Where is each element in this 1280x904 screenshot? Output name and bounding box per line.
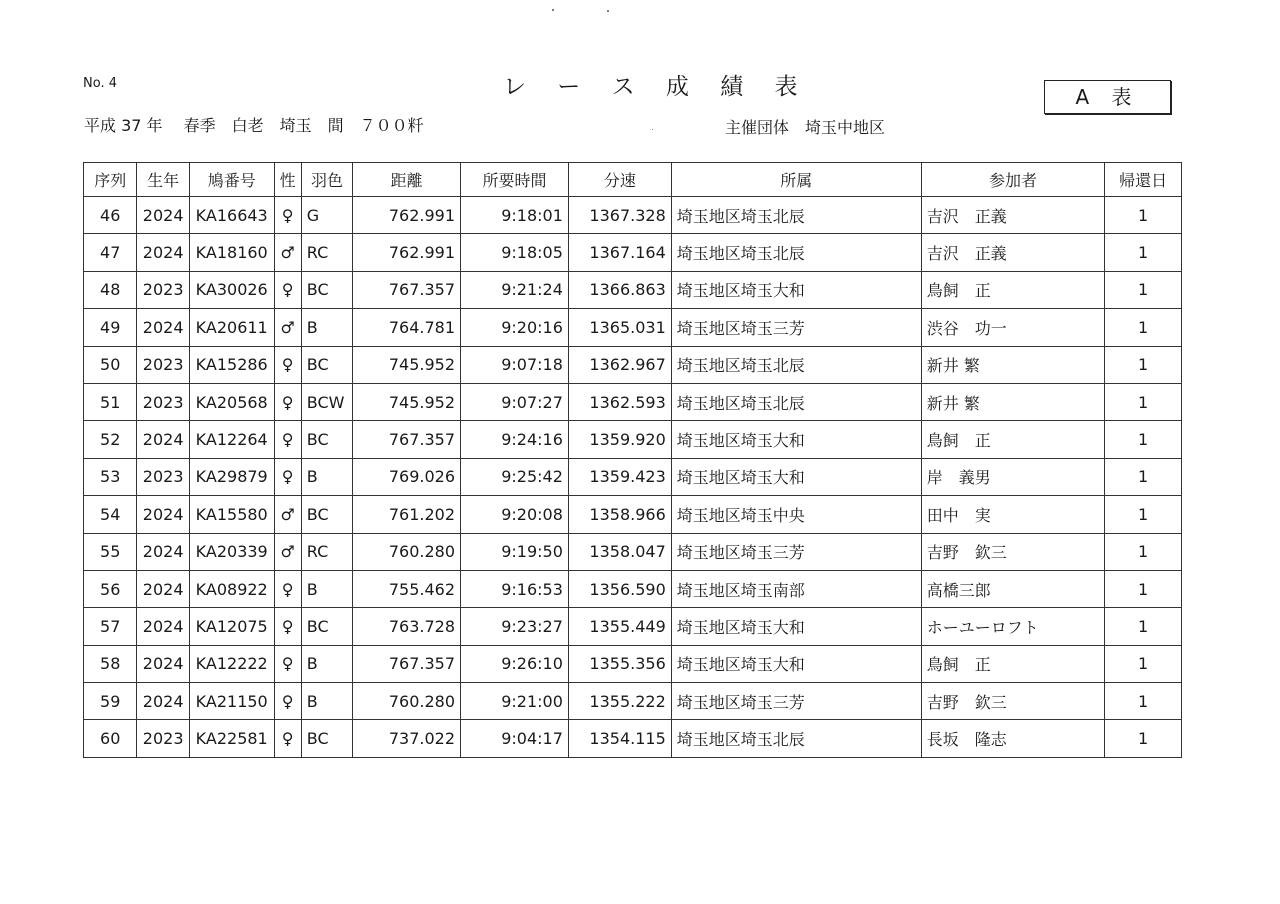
cell-flight-time: 9:25:42 — [461, 458, 569, 495]
scan-speck — [552, 9, 554, 11]
cell-flight-time: 9:18:01 — [461, 197, 569, 234]
cell-speed: 1365.031 — [568, 309, 671, 346]
cell-sex: ♀ — [274, 271, 301, 308]
cell-distance: 767.357 — [353, 645, 461, 682]
cell-participant: 鳥飼 正 — [921, 645, 1105, 682]
table-type-label: A 表 — [1044, 80, 1171, 114]
cell-sex: ♀ — [274, 608, 301, 645]
cell-distance: 764.781 — [353, 309, 461, 346]
result-rows — [84, 197, 1182, 758]
cell-speed: 1367.164 — [568, 234, 671, 271]
cell-club: 埼玉地区埼玉北辰 — [671, 720, 921, 757]
column-header: 羽色 — [301, 163, 352, 197]
cell-feather-color: B — [301, 458, 352, 495]
cell-birth-year: 2024 — [137, 234, 189, 271]
cell-return-day: 1 — [1105, 271, 1182, 308]
cell-club: 埼玉地区埼玉南部 — [671, 570, 921, 607]
cell-participant: 岸 義男 — [921, 458, 1105, 495]
cell-return-day: 1 — [1105, 570, 1182, 607]
cell-rank: 48 — [84, 271, 137, 308]
race-info: 平成 37 年 春季 白老 埼玉 間 ７００粁 — [84, 116, 424, 135]
cell-flight-time: 9:16:53 — [461, 570, 569, 607]
cell-rank: 50 — [84, 346, 137, 383]
cell-birth-year: 2024 — [137, 421, 189, 458]
cell-distance: 745.952 — [353, 383, 461, 420]
column-header: 所属 — [671, 163, 921, 197]
cell-birth-year: 2024 — [137, 309, 189, 346]
cell-participant: 長坂 隆志 — [921, 720, 1105, 757]
cell-feather-color: B — [301, 309, 352, 346]
cell-distance: 760.280 — [353, 533, 461, 570]
cell-rank: 51 — [84, 383, 137, 420]
cell-return-day: 1 — [1105, 608, 1182, 645]
cell-club: 埼玉地区埼玉中央 — [671, 496, 921, 533]
table-row — [84, 683, 1182, 720]
cell-rank: 53 — [84, 458, 137, 495]
cell-ring-number: KA08922 — [189, 570, 274, 607]
cell-speed: 1355.356 — [568, 645, 671, 682]
cell-return-day: 1 — [1105, 234, 1182, 271]
document-title: レ ー ス 成 績 表 — [503, 74, 810, 100]
cell-distance: 762.991 — [353, 234, 461, 271]
cell-birth-year: 2024 — [137, 570, 189, 607]
cell-birth-year: 2023 — [137, 271, 189, 308]
column-header: 距離 — [353, 163, 461, 197]
cell-sex: ♀ — [274, 458, 301, 495]
cell-return-day: 1 — [1105, 458, 1182, 495]
cell-return-day: 1 — [1105, 421, 1182, 458]
cell-club: 埼玉地区埼玉北辰 — [671, 383, 921, 420]
cell-sex: ♂ — [274, 234, 301, 271]
cell-club: 埼玉地区埼玉三芳 — [671, 683, 921, 720]
cell-birth-year: 2023 — [137, 458, 189, 495]
cell-distance: 755.462 — [353, 570, 461, 607]
cell-distance: 767.357 — [353, 421, 461, 458]
cell-sex: ♂ — [274, 533, 301, 570]
table-row — [84, 346, 1182, 383]
cell-club: 埼玉地区埼玉三芳 — [671, 309, 921, 346]
cell-return-day: 1 — [1105, 197, 1182, 234]
cell-return-day: 1 — [1105, 533, 1182, 570]
cell-distance: 745.952 — [353, 346, 461, 383]
cell-birth-year: 2024 — [137, 683, 189, 720]
column-header: 分速 — [568, 163, 671, 197]
cell-ring-number: KA12075 — [189, 608, 274, 645]
cell-rank: 47 — [84, 234, 137, 271]
cell-feather-color: BC — [301, 720, 352, 757]
cell-sex: ♀ — [274, 421, 301, 458]
cell-sex: ♀ — [274, 383, 301, 420]
cell-participant: ホーユーロフト — [921, 608, 1105, 645]
cell-birth-year: 2023 — [137, 383, 189, 420]
cell-distance: 762.991 — [353, 197, 461, 234]
cell-feather-color: G — [301, 197, 352, 234]
cell-distance: 737.022 — [353, 720, 461, 757]
cell-flight-time: 9:04:17 — [461, 720, 569, 757]
cell-sex: ♀ — [274, 683, 301, 720]
cell-feather-color: BC — [301, 496, 352, 533]
cell-ring-number: KA22581 — [189, 720, 274, 757]
table-row — [84, 496, 1182, 533]
cell-ring-number: KA30026 — [189, 271, 274, 308]
cell-flight-time: 9:23:27 — [461, 608, 569, 645]
cell-flight-time: 9:20:08 — [461, 496, 569, 533]
cell-birth-year: 2023 — [137, 720, 189, 757]
cell-feather-color: RC — [301, 533, 352, 570]
cell-speed: 1366.863 — [568, 271, 671, 308]
cell-birth-year: 2024 — [137, 645, 189, 682]
column-header: 参加者 — [921, 163, 1105, 197]
cell-speed: 1355.449 — [568, 608, 671, 645]
cell-feather-color: B — [301, 570, 352, 607]
cell-flight-time: 9:21:00 — [461, 683, 569, 720]
cell-club: 埼玉地区埼玉北辰 — [671, 197, 921, 234]
cell-participant: 新井 繁 — [921, 383, 1105, 420]
scan-speck — [607, 10, 609, 12]
cell-flight-time: 9:19:50 — [461, 533, 569, 570]
cell-rank: 59 — [84, 683, 137, 720]
cell-feather-color: B — [301, 683, 352, 720]
cell-ring-number: KA20339 — [189, 533, 274, 570]
cell-birth-year: 2023 — [137, 346, 189, 383]
table-row — [84, 234, 1182, 271]
cell-return-day: 1 — [1105, 720, 1182, 757]
cell-speed: 1359.423 — [568, 458, 671, 495]
cell-birth-year: 2024 — [137, 533, 189, 570]
cell-rank: 57 — [84, 608, 137, 645]
scan-speck — [652, 129, 653, 130]
cell-feather-color: BC — [301, 608, 352, 645]
cell-participant: 高橋三郎 — [921, 570, 1105, 607]
cell-feather-color: BCW — [301, 383, 352, 420]
cell-flight-time: 9:07:18 — [461, 346, 569, 383]
cell-ring-number: KA20611 — [189, 309, 274, 346]
cell-ring-number: KA21150 — [189, 683, 274, 720]
cell-birth-year: 2024 — [137, 608, 189, 645]
cell-speed: 1354.115 — [568, 720, 671, 757]
cell-return-day: 1 — [1105, 346, 1182, 383]
cell-flight-time: 9:21:24 — [461, 271, 569, 308]
cell-feather-color: BC — [301, 421, 352, 458]
cell-club: 埼玉地区埼玉大和 — [671, 608, 921, 645]
page-number: No. 4 — [83, 76, 117, 91]
cell-participant: 渋谷 功一 — [921, 309, 1105, 346]
cell-rank: 58 — [84, 645, 137, 682]
table-row — [84, 271, 1182, 308]
cell-return-day: 1 — [1105, 383, 1182, 420]
column-header: 帰還日 — [1105, 163, 1182, 197]
cell-sex: ♀ — [274, 346, 301, 383]
header-row — [84, 163, 1182, 197]
cell-club: 埼玉地区埼玉大和 — [671, 458, 921, 495]
cell-rank: 55 — [84, 533, 137, 570]
cell-participant: 鳥飼 正 — [921, 421, 1105, 458]
cell-speed: 1359.920 — [568, 421, 671, 458]
cell-sex: ♀ — [274, 645, 301, 682]
column-header: 鳩番号 — [189, 163, 274, 197]
cell-rank: 60 — [84, 720, 137, 757]
cell-club: 埼玉地区埼玉北辰 — [671, 234, 921, 271]
cell-birth-year: 2024 — [137, 197, 189, 234]
cell-club: 埼玉地区埼玉大和 — [671, 421, 921, 458]
table-row — [84, 458, 1182, 495]
cell-ring-number: KA16643 — [189, 197, 274, 234]
cell-speed: 1362.967 — [568, 346, 671, 383]
cell-ring-number: KA12222 — [189, 645, 274, 682]
cell-return-day: 1 — [1105, 645, 1182, 682]
cell-rank: 52 — [84, 421, 137, 458]
cell-club: 埼玉地区埼玉大和 — [671, 271, 921, 308]
cell-speed: 1355.222 — [568, 683, 671, 720]
cell-speed: 1356.590 — [568, 570, 671, 607]
column-header: 序列 — [84, 163, 137, 197]
column-header: 性 — [274, 163, 301, 197]
cell-feather-color: B — [301, 645, 352, 682]
cell-ring-number: KA15286 — [189, 346, 274, 383]
cell-sex: ♀ — [274, 570, 301, 607]
cell-flight-time: 9:18:05 — [461, 234, 569, 271]
cell-distance: 761.202 — [353, 496, 461, 533]
cell-flight-time: 9:26:10 — [461, 645, 569, 682]
cell-club: 埼玉地区埼玉北辰 — [671, 346, 921, 383]
cell-flight-time: 9:07:27 — [461, 383, 569, 420]
cell-distance: 769.026 — [353, 458, 461, 495]
cell-distance: 767.357 — [353, 271, 461, 308]
cell-participant: 新井 繁 — [921, 346, 1105, 383]
cell-rank: 46 — [84, 197, 137, 234]
table-row — [84, 383, 1182, 420]
cell-club: 埼玉地区埼玉三芳 — [671, 533, 921, 570]
cell-ring-number: KA12264 — [189, 421, 274, 458]
cell-ring-number: KA29879 — [189, 458, 274, 495]
cell-feather-color: BC — [301, 271, 352, 308]
cell-rank: 49 — [84, 309, 137, 346]
table-row — [84, 720, 1182, 757]
cell-participant: 吉沢 正義 — [921, 197, 1105, 234]
cell-rank: 56 — [84, 570, 137, 607]
column-header: 所要時間 — [461, 163, 569, 197]
cell-participant: 田中 実 — [921, 496, 1105, 533]
cell-distance: 763.728 — [353, 608, 461, 645]
column-header: 生年 — [137, 163, 189, 197]
cell-participant: 鳥飼 正 — [921, 271, 1105, 308]
cell-return-day: 1 — [1105, 683, 1182, 720]
cell-feather-color: RC — [301, 234, 352, 271]
cell-return-day: 1 — [1105, 309, 1182, 346]
cell-ring-number: KA15580 — [189, 496, 274, 533]
cell-feather-color: BC — [301, 346, 352, 383]
table-row — [84, 570, 1182, 607]
cell-distance: 760.280 — [353, 683, 461, 720]
cell-birth-year: 2024 — [137, 496, 189, 533]
cell-flight-time: 9:20:16 — [461, 309, 569, 346]
cell-speed: 1358.047 — [568, 533, 671, 570]
cell-return-day: 1 — [1105, 496, 1182, 533]
cell-sex: ♂ — [274, 309, 301, 346]
organizer: 主催団体 埼玉中地区 — [725, 118, 886, 137]
cell-sex: ♀ — [274, 720, 301, 757]
cell-sex: ♂ — [274, 496, 301, 533]
cell-ring-number: KA20568 — [189, 383, 274, 420]
cell-participant: 吉野 欽三 — [921, 533, 1105, 570]
cell-club: 埼玉地区埼玉大和 — [671, 645, 921, 682]
table-row — [84, 309, 1182, 346]
table-row — [84, 608, 1182, 645]
cell-speed: 1362.593 — [568, 383, 671, 420]
table-row — [84, 645, 1182, 682]
cell-participant: 吉沢 正義 — [921, 234, 1105, 271]
table-row — [84, 197, 1182, 234]
table-row — [84, 533, 1182, 570]
cell-rank: 54 — [84, 496, 137, 533]
cell-sex: ♀ — [274, 197, 301, 234]
cell-ring-number: KA18160 — [189, 234, 274, 271]
table-row — [84, 421, 1182, 458]
cell-flight-time: 9:24:16 — [461, 421, 569, 458]
results-table — [83, 162, 1182, 758]
cell-participant: 吉野 欽三 — [921, 683, 1105, 720]
cell-speed: 1358.966 — [568, 496, 671, 533]
cell-speed: 1367.328 — [568, 197, 671, 234]
